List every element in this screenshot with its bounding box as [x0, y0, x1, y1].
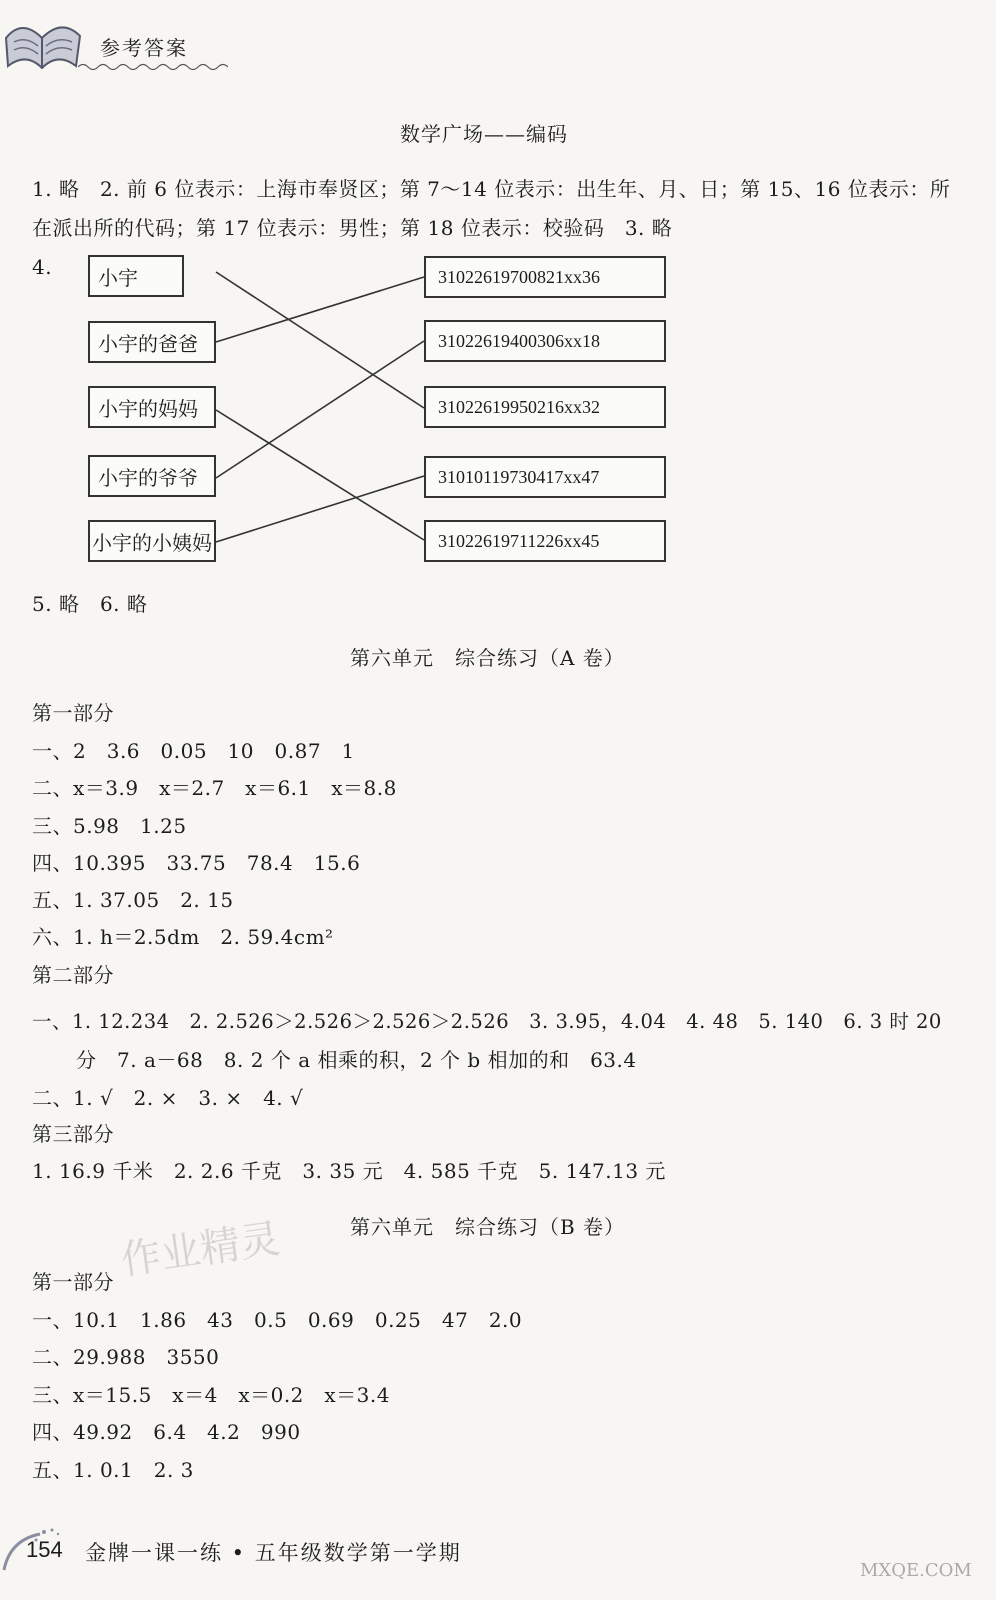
matching-lines [0, 0, 996, 600]
watermark-stamp: 作业精灵 [118, 1216, 283, 1284]
match-line-aunt [216, 476, 424, 542]
id-box-1: 31022619700821xx36 [424, 256, 666, 298]
part-heading: 第一部分 [32, 701, 114, 725]
id-box-3: 31022619950216xx32 [424, 386, 666, 428]
answer-line: 1. 略 2. 前 6 位表示：上海市奉贤区；第 7～14 位表示：出生年、月、日；第 15、16 位表示：所 [32, 177, 951, 201]
answer-line: 二、x＝3.9 x＝2.7 x＝6.1 x＝8.8 [32, 776, 397, 800]
answer-line: 5. 略 6. 略 [32, 592, 148, 616]
part-heading: 第一部分 [32, 1270, 114, 1294]
answer-line: 四、10.395 33.75 78.4 15.6 [32, 851, 361, 875]
person-box-father: 小宇的爸爸 [88, 321, 216, 363]
part-heading: 第二部分 [32, 963, 114, 987]
person-box-xiaoyu: 小宇 [88, 255, 184, 297]
answer-line: 三、5.98 1.25 [32, 814, 187, 838]
footer-book-title: 金牌一课一练 • 五年级数学第一学期 [85, 1541, 462, 1565]
section-title-unit6-b: 第六单元 综合练习（B 卷） [350, 1215, 626, 1239]
match-line-father [216, 277, 424, 342]
match-line-mother [216, 410, 424, 540]
answer-line: 五、1. 0.1 2. 3 [32, 1458, 194, 1482]
header-title: 参考答案 [100, 36, 188, 60]
section-title-unit6-a: 第六单元 综合练习（A 卷） [350, 646, 625, 670]
answer-line: 分 7. a－68 8. 2 个 a 相乘的积，2 个 b 相加的和 63.4 [76, 1048, 637, 1072]
answer-line: 二、1. √ 2. × 3. × 4. √ [32, 1086, 304, 1110]
answer-line: 四、49.92 6.4 4.2 990 [32, 1420, 301, 1444]
id-box-5: 31022619711226xx45 [424, 520, 666, 562]
person-box-aunt: 小宇的小姨妈 [88, 520, 216, 562]
watermark-site: MXQE.COM [860, 1560, 972, 1581]
person-box-mother: 小宇的妈妈 [88, 386, 216, 428]
id-box-4: 31010119730417xx47 [424, 456, 666, 498]
answer-line: 在派出所的代码；第 17 位表示：男性；第 18 位表示：校验码 3. 略 [32, 216, 673, 240]
match-line-xiaoyu [216, 272, 424, 408]
answer-line: 一、2 3.6 0.05 10 0.87 1 [32, 739, 355, 763]
question-number: 4. [32, 255, 53, 279]
part-heading: 第三部分 [32, 1122, 114, 1146]
answer-line: 五、1. 37.05 2. 15 [32, 888, 234, 912]
answer-line: 一、10.1 1.86 43 0.5 0.69 0.25 47 2.0 [32, 1308, 523, 1332]
person-box-grandfather: 小宇的爷爷 [88, 455, 216, 497]
answer-line: 六、1. h＝2.5dm 2. 59.4cm² [32, 925, 334, 949]
page-number: 154 [26, 1537, 63, 1562]
match-line-grandfather [216, 341, 424, 478]
id-box-2: 31022619400306xx18 [424, 320, 666, 362]
answer-line: 1. 16.9 千米 2. 2.6 千克 3. 35 元 4. 585 千克 5. 147.13 元 [32, 1159, 666, 1183]
section-title-coding: 数学广场——编码 [400, 122, 568, 146]
answer-line: 三、x＝15.5 x＝4 x＝0.2 x＝3.4 [32, 1383, 390, 1407]
answer-line: 一、1. 12.234 2. 2.526＞2.526＞2.526＞2.526 3. 3.95，4.04 4. 48 5. 140 6. 3 时 20 [32, 1010, 942, 1033]
answer-line: 二、29.988 3550 [32, 1345, 220, 1369]
